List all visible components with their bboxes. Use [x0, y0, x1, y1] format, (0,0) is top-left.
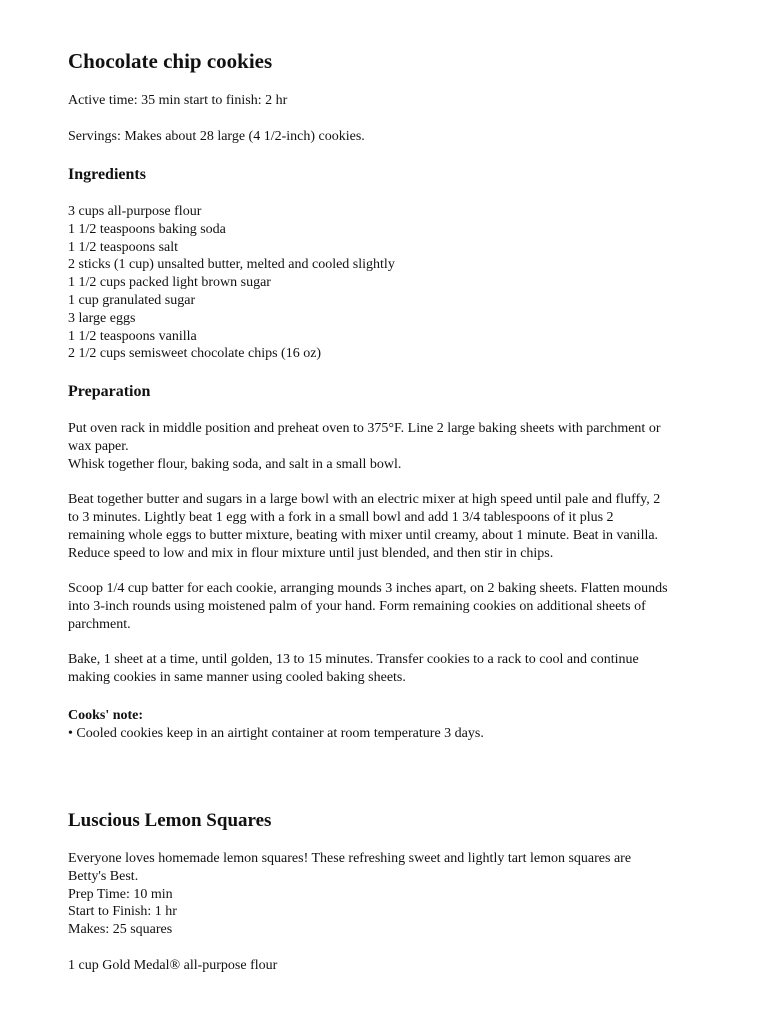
ingredient-item: 1 1/2 teaspoons salt: [68, 239, 179, 255]
start-to-finish-text: Start to Finish: 1 hr: [68, 904, 177, 920]
makes-text: Makes: 25 squares: [68, 922, 173, 938]
preparation-step: Scoop 1/4 cup batter for each cookie, arranging mounds 3 inches apart, on 2 baking sheets. Flatten mounds into 3-inch rounds using moistened palm of your hand. Form remaining cookies on additional sheets of parchment.: [68, 581, 668, 632]
ingredient-item: 3 cups all-purpose flour: [68, 204, 202, 219]
cooks-note-text: • Cooled cookies keep in an airtight container at room temperature 3 days.: [68, 726, 484, 741]
preparation-step: Bake, 1 sheet at a time, until golden, 13 to 15 minutes. Transfer cookies to a rack to cool and continue making cookies in same manner using cooled baking sheets.: [68, 652, 639, 686]
ingredients-heading: Ingredients: [68, 166, 146, 183]
prep-time-text: Prep Time: 10 min: [68, 886, 173, 902]
ingredient-item: 2 sticks (1 cup) unsalted butter, melted and cooled slightly: [68, 257, 395, 273]
preparation-steps: [68, 420, 668, 687]
recipe-title-chocolate-chip-cookies: Chocolate chip cookies: [68, 49, 273, 73]
lemon-ingredient-item: 1 cup Gold Medal® all-purpose flour: [68, 958, 278, 973]
ingredient-item: 1 1/2 cups packed light brown sugar: [68, 275, 271, 291]
ingredient-item: 1 1/2 teaspoons baking soda: [68, 221, 226, 237]
cooks-note-title: Cooks' note:: [68, 708, 144, 723]
ingredient-item: 1 cup granulated sugar: [68, 292, 196, 308]
ingredient-item: 2 1/2 cups semisweet chocolate chips (16 oz): [68, 346, 322, 362]
preparation-step: Beat together butter and sugars in a large bowl with an electric mixer at high speed until pale and fluffy, 2 to 3 minutes. Lightly beat 1 egg with a fork in a small bowl and add 1 3/4 tablespoons of it plus 2 remaining whole eggs to butter mixture, beating with mixer until creamy, about 1 minute. Beat in vanilla. Reduce speed to low and mix in flour mixture until just blended, and then stir in chips.: [68, 492, 661, 561]
lemon-squares-intro: [68, 850, 668, 939]
preparation-heading: Preparation: [68, 383, 151, 400]
lemon-intro-text: Everyone loves homemade lemon squares! These refreshing sweet and lightly tart lemon squares are Betty's Best.: [68, 851, 632, 884]
servings-text: Servings: Makes about 28 large (4 1/2-inch) cookies.: [68, 129, 365, 144]
ingredient-item: 3 large eggs: [68, 310, 136, 326]
preparation-step: Whisk together flour, baking soda, and salt in a small bowl.: [68, 456, 402, 472]
recipe-title-luscious-lemon-squares: Luscious Lemon Squares: [68, 810, 272, 831]
preparation-step: Put oven rack in middle position and preheat oven to 375°F. Line 2 large baking sheets with parchment or wax paper.: [68, 421, 661, 454]
active-time-text: Active time: 35 min start to finish: 2 hr: [68, 93, 288, 108]
ingredients-list: [68, 203, 395, 363]
ingredient-item: 1 1/2 teaspoons vanilla: [68, 328, 197, 344]
